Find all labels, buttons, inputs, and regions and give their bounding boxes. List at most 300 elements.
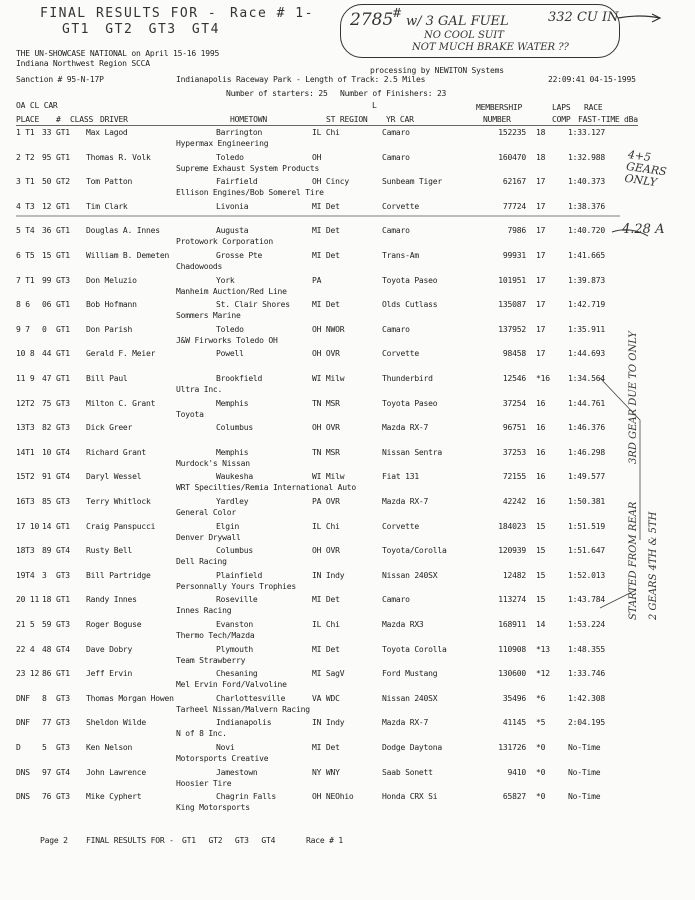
vehicle-cell: Ford Mustang <box>382 669 438 679</box>
place-cell: 6 T5 <box>16 251 35 260</box>
laps-cell: *16 <box>536 374 550 383</box>
region-cell: MI Det <box>312 300 340 310</box>
hometown-cell: Plainfield <box>216 570 263 580</box>
car-number-cell: 06 <box>42 300 52 310</box>
vehicle-cell: Mazda RX-7 <box>382 718 429 728</box>
region-cell: NY WNY <box>312 767 340 777</box>
table-row <box>16 423 636 434</box>
table-row <box>16 718 636 729</box>
vehicle-cell: Camaro <box>382 324 410 334</box>
fast-time-cell: 1:44.761 <box>568 398 605 408</box>
car-number-cell: 75 <box>42 398 52 408</box>
laps-cell: *12 <box>536 669 550 679</box>
place-cell: D <box>16 743 21 752</box>
class-cell: GT1 <box>56 226 70 236</box>
class-cell: GT1 <box>56 201 70 211</box>
hometown-cell: Fairfield <box>216 177 258 187</box>
sponsor-line: Personnally Yours Trophies <box>176 581 297 591</box>
membership-cell: 120939 <box>498 546 526 556</box>
table-row <box>16 669 636 680</box>
hometown-cell: Toledo <box>216 152 244 162</box>
fast-time-cell: 1:52.013 <box>568 570 605 580</box>
col-oa-cl-car: OA CL CAR <box>16 101 58 110</box>
car-number-cell: 44 <box>42 349 52 359</box>
fast-time-cell: 1:42.719 <box>568 300 605 310</box>
car-number-cell: 59 <box>42 620 52 629</box>
col-number: NUMBER <box>483 115 511 124</box>
car-number-cell: 89 <box>42 546 52 556</box>
membership-cell: 37254 <box>502 398 526 408</box>
laps-cell: 17 <box>536 226 546 236</box>
fast-time-cell: 1:53.224 <box>568 620 605 629</box>
laps-cell: 17 <box>536 177 546 187</box>
car-number-cell: 82 <box>42 423 52 433</box>
region-name: Indiana Northwest Region SCCA <box>16 59 150 68</box>
class-cell: GT1 <box>56 521 70 531</box>
membership-cell: 62167 <box>502 177 526 187</box>
hometown-cell: Roseville <box>216 595 258 605</box>
handwritten-side-note-3: 2 GEARS 4TH & 5TH <box>648 511 659 620</box>
region-cell: MI Det <box>312 251 340 260</box>
handwritten-fuel: w/ 3 GAL FUEL <box>406 14 509 29</box>
table-row <box>16 325 636 336</box>
table-row <box>16 177 636 188</box>
class-cell: GT1 <box>56 300 70 310</box>
car-number-cell: 33 <box>42 128 52 137</box>
hometown-cell: Indianapolis <box>216 718 272 728</box>
laps-cell: 18 <box>536 128 546 137</box>
sponsor-line: Chadowoods <box>176 262 223 271</box>
region-cell: OH OVR <box>312 423 340 433</box>
sponsor-line: Ellison Engines/Bob Somerel Tire <box>176 188 324 198</box>
hometown-cell: Charlottesville <box>216 693 286 703</box>
place-cell: DNS <box>16 767 30 777</box>
col-yr-car: YR CAR <box>386 115 414 124</box>
region-cell: MI Det <box>312 644 340 654</box>
membership-cell: 72155 <box>502 472 526 482</box>
class-cell: GT3 <box>56 718 70 728</box>
place-cell: 20 11 <box>16 595 40 605</box>
sponsor-line: General Color <box>176 508 237 517</box>
class-cell: GT1 <box>56 595 70 605</box>
hometown-cell: Jamestown <box>216 767 258 777</box>
car-number-cell: 76 <box>42 792 52 802</box>
hometown-cell: Brookfield <box>216 374 263 383</box>
vehicle-cell: Trans-Am <box>382 251 419 260</box>
hometown-cell: Powell <box>216 349 244 359</box>
laps-cell: 16 <box>536 398 546 408</box>
region-cell: VA WDC <box>312 693 340 703</box>
vehicle-cell: Fiat 131 <box>382 472 419 482</box>
membership-cell: 42242 <box>502 497 526 506</box>
driver-cell: Thomas Morgan Howen <box>86 693 174 703</box>
place-cell: 17 10 <box>16 521 40 531</box>
vehicle-cell: Corvette <box>382 201 419 211</box>
hometown-cell: Livonia <box>216 201 249 211</box>
place-cell: 7 T1 <box>16 275 35 285</box>
class-cell: GT3 <box>56 693 70 703</box>
col-class: CLASS <box>70 115 94 124</box>
class-cell: GT4 <box>56 767 70 777</box>
region-cell: IN Indy <box>312 718 345 728</box>
laps-cell: 16 <box>536 423 546 433</box>
class-cell: GT3 <box>56 497 70 506</box>
class-cell: GT1 <box>56 251 70 260</box>
handwritten-weight: 2785 <box>350 10 394 30</box>
col-st-region: ST REGION <box>326 115 368 124</box>
sponsor-line: Innes Racing <box>176 606 232 616</box>
driver-cell: Tim Clark <box>86 201 128 211</box>
car-number-cell: 12 <box>42 201 52 211</box>
col-membership: MEMBERSHIP <box>476 103 523 112</box>
region-cell: OH OVR <box>312 546 340 556</box>
sponsor-line: J&W Firworks Toledo OH <box>176 335 278 345</box>
region-cell: IL Chi <box>312 128 340 137</box>
region-cell: IL Chi <box>312 521 340 531</box>
membership-cell: 37253 <box>502 447 526 457</box>
vehicle-cell: Dodge Daytona <box>382 743 443 752</box>
sponsor-line: Hypermax Engineering <box>176 139 269 148</box>
fast-time-cell: 1:41.665 <box>568 251 605 260</box>
driver-cell: Mike Cyphert <box>86 792 142 802</box>
car-number-cell: 50 <box>42 177 52 187</box>
sanction-number: Sanction # 95-N-17P <box>16 75 104 84</box>
vehicle-cell: Toyota Paseo <box>382 275 438 285</box>
driver-cell: Daryl Wessel <box>86 472 142 482</box>
hometown-cell: Chesaning <box>216 669 258 679</box>
car-number-cell: 85 <box>42 497 52 506</box>
car-number-cell: 91 <box>42 472 52 482</box>
membership-cell: 12482 <box>502 570 526 580</box>
laps-cell: 16 <box>536 447 546 457</box>
class-cell: GT3 <box>56 792 70 802</box>
sponsor-line: Motorsports Creative <box>176 754 269 763</box>
sponsor-line: Team Strawberry <box>176 655 246 665</box>
laps-cell: *13 <box>536 644 550 654</box>
driver-cell: Tom Patton <box>86 177 133 187</box>
track-info: Indianapolis Raceway Park - Length of Track: 2.5 Miles <box>176 75 426 84</box>
region-cell: PA <box>312 275 322 285</box>
race-number: Race # 1- <box>230 6 314 21</box>
car-number-cell: 10 <box>42 447 52 457</box>
membership-cell: 137952 <box>498 324 526 334</box>
fast-time-cell: 1:40.373 <box>568 177 605 187</box>
col-l: L <box>372 101 377 110</box>
membership-cell: 99931 <box>502 251 526 260</box>
laps-cell: 16 <box>536 472 546 482</box>
car-number-cell: 15 <box>42 251 52 260</box>
hometown-cell: Grosse Pte <box>216 251 263 260</box>
report-timestamp: 22:09:41 04-15-1995 <box>548 75 636 84</box>
table-row <box>16 645 636 656</box>
sponsor-line: Denver Drywall <box>176 532 241 542</box>
region-cell: MI SagV <box>312 669 345 679</box>
table-row <box>16 792 636 803</box>
sponsor-line: King Motorsports <box>176 803 250 813</box>
vehicle-cell: Mazda RX-7 <box>382 423 429 433</box>
col-laps: LAPS <box>552 103 571 112</box>
driver-cell: Don Meluzio <box>86 275 137 285</box>
hometown-cell: Barrington <box>216 128 263 137</box>
region-cell: IL Chi <box>312 620 340 629</box>
fast-time-cell: 1:51.647 <box>568 546 605 556</box>
place-cell: 16T3 <box>16 497 35 506</box>
sponsor-line: Supreme Exhaust System Products <box>176 163 320 173</box>
hometown-cell: Toledo <box>216 324 244 334</box>
table-row <box>16 226 636 237</box>
table-row <box>16 743 636 754</box>
vehicle-cell: Toyota/Corolla <box>382 546 447 556</box>
handwritten-brake: NOT MUCH BRAKE WATER ?? <box>412 42 569 53</box>
hometown-cell: Plymouth <box>216 644 253 654</box>
event-name: THE UN-SHOWCASE NATIONAL on April 15-16 1995 <box>16 49 220 58</box>
vehicle-cell: Camaro <box>382 128 410 137</box>
place-cell: 12T2 <box>16 398 35 408</box>
starters-count: Number of starters: 25 <box>226 89 328 98</box>
col-dba: dBa <box>624 115 638 124</box>
class-cell: GT2 <box>56 177 70 187</box>
vehicle-cell: Corvette <box>382 349 419 359</box>
sponsor-line: Protowork Corporation <box>176 237 273 247</box>
sponsor-line: Mel Ervin Ford/Valvoline <box>176 680 287 690</box>
fast-time-cell: 1:49.577 <box>568 472 605 482</box>
region-cell: OH NWOR <box>312 324 345 334</box>
car-number-cell: 86 <box>42 669 52 679</box>
vehicle-cell: Camaro <box>382 226 410 236</box>
vehicle-cell: Toyota Corolla <box>382 644 447 654</box>
class-cell: GT3 <box>56 275 70 285</box>
driver-cell: Bob Hofmann <box>86 300 137 310</box>
fast-time-cell: 1:51.519 <box>568 521 605 531</box>
membership-cell: 96751 <box>502 423 526 433</box>
membership-cell: 131726 <box>498 743 526 752</box>
table-row <box>16 448 636 459</box>
table-row <box>16 546 636 557</box>
place-cell: 5 T4 <box>16 226 35 236</box>
sponsor-line: Sommers Marine <box>176 311 241 321</box>
hometown-cell: Evanston <box>216 620 253 629</box>
region-cell: MI Det <box>312 201 340 211</box>
finishers-count: Number of Finishers: 23 <box>340 89 447 98</box>
col-race: RACE <box>584 103 603 112</box>
fast-time-cell: 1:42.308 <box>568 693 605 703</box>
membership-cell: 160470 <box>498 152 526 162</box>
fast-time-cell: 1:48.355 <box>568 644 605 654</box>
hometown-cell: St. Clair Shores <box>216 300 290 310</box>
laps-cell: 18 <box>536 152 546 162</box>
vehicle-cell: Nissan 240SX <box>382 693 438 703</box>
table-row <box>16 595 636 606</box>
laps-cell: *0 <box>536 792 546 802</box>
place-cell: 19T4 <box>16 570 35 580</box>
laps-cell: 17 <box>536 251 546 260</box>
driver-cell: Bill Paul <box>86 374 128 383</box>
laps-cell: 15 <box>536 595 546 605</box>
driver-cell: William B. Demeten <box>86 251 170 260</box>
membership-cell: 41145 <box>502 718 526 728</box>
laps-cell: *6 <box>536 693 546 703</box>
car-number-cell: 3 <box>42 570 47 580</box>
fast-time-cell: 1:46.376 <box>568 423 605 433</box>
membership-cell: 9410 <box>507 767 526 777</box>
class-list: GT1 GT2 GT3 GT4 <box>62 22 220 37</box>
class-cell: GT1 <box>56 349 70 359</box>
class-cell: GT3 <box>56 423 70 433</box>
fast-time-cell: No-Time <box>568 792 601 802</box>
car-number-cell: 18 <box>42 595 52 605</box>
driver-cell: Dick Greer <box>86 423 133 433</box>
sponsor-line: Ultra Inc. <box>176 385 223 394</box>
arrow-head <box>652 14 660 22</box>
handwritten-gears-note: 4+5 GEARS ONLY <box>623 147 668 190</box>
fast-time-cell: 1:35.911 <box>568 324 605 334</box>
driver-cell: Max Lagod <box>86 128 128 137</box>
fast-time-cell: No-Time <box>568 743 601 752</box>
fast-time-cell: 1:50.381 <box>568 497 605 506</box>
laps-cell: 14 <box>536 620 546 629</box>
fast-time-cell: 1:32.988 <box>568 152 605 162</box>
place-cell: 13T3 <box>16 423 35 433</box>
vehicle-cell: Thunderbird <box>382 374 433 383</box>
fast-time-cell: 1:33.746 <box>568 669 605 679</box>
membership-cell: 98458 <box>502 349 526 359</box>
region-cell: MI Det <box>312 226 340 236</box>
laps-cell: 17 <box>536 275 546 285</box>
vehicle-cell: Toyota Paseo <box>382 398 438 408</box>
fast-time-cell: 1:33.127 <box>568 128 605 137</box>
driver-cell: Gerald F. Meier <box>86 349 156 359</box>
footer-title: FINAL RESULTS FOR - <box>86 836 174 845</box>
fast-time-cell: 1:39.873 <box>568 275 605 285</box>
vehicle-cell: Nissan Sentra <box>382 447 443 457</box>
place-cell: 3 T1 <box>16 177 35 187</box>
region-cell: TN MSR <box>312 447 340 457</box>
driver-cell: Richard Grant <box>86 447 147 457</box>
table-row <box>16 251 636 262</box>
place-cell: 4 T3 <box>16 201 35 211</box>
hometown-cell: Augusta <box>216 226 249 236</box>
laps-cell: 15 <box>536 570 546 580</box>
membership-cell: 110908 <box>498 644 526 654</box>
driver-cell: John Lawrence <box>86 767 147 777</box>
driver-cell: Roger Boguse <box>86 620 142 629</box>
vehicle-cell: Mazda RX-7 <box>382 497 429 506</box>
hometown-cell: Elgin <box>216 521 240 531</box>
hometown-cell: Novi <box>216 743 235 752</box>
table-row <box>16 522 636 533</box>
place-cell: 15T2 <box>16 472 35 482</box>
handwritten-weight-unit: # <box>392 6 403 20</box>
membership-cell: 101951 <box>498 275 526 285</box>
footer-classes: GT1 GT2 GT3 GT4 <box>182 836 276 845</box>
col-comp: COMP <box>552 115 571 124</box>
sponsor-line: Hoosier Tire <box>176 778 232 788</box>
place-cell: 8 6 <box>16 300 30 310</box>
table-row <box>16 768 636 779</box>
membership-cell: 135087 <box>498 300 526 310</box>
car-number-cell: 99 <box>42 275 52 285</box>
car-number-cell: 14 <box>42 521 52 531</box>
place-cell: 23 12 <box>16 669 40 679</box>
laps-cell: 17 <box>536 324 546 334</box>
driver-cell: Milton C. Grant <box>86 398 156 408</box>
driver-cell: Rusty Bell <box>86 546 133 556</box>
vehicle-cell: Sunbeam Tiger <box>382 177 443 187</box>
driver-cell: Douglas A. Innes <box>86 226 160 236</box>
laps-cell: *0 <box>536 767 546 777</box>
table-row <box>16 571 636 582</box>
table-row <box>16 472 636 483</box>
sponsor-line: Manheim Auction/Red Line <box>176 286 287 296</box>
region-cell: WI Milw <box>312 374 345 383</box>
vehicle-cell: Corvette <box>382 521 419 531</box>
col-driver: DRIVER <box>100 115 128 124</box>
driver-cell: Terry Whitlock <box>86 497 151 506</box>
table-row <box>16 276 636 287</box>
car-number-cell: 95 <box>42 152 52 162</box>
place-cell: 11 9 <box>16 374 35 383</box>
hometown-cell: Columbus <box>216 546 253 556</box>
class-cell: GT3 <box>56 398 70 408</box>
results-title: FINAL RESULTS FOR - <box>40 6 218 21</box>
hometown-cell: Waukesha <box>216 472 253 482</box>
table-row <box>16 300 636 311</box>
place-cell: 22 4 <box>16 644 35 654</box>
region-cell: WI Milw <box>312 472 345 482</box>
driver-cell: Jeff Ervin <box>86 669 133 679</box>
vehicle-cell: Honda CRX Si <box>382 792 438 802</box>
header-rule <box>16 125 638 126</box>
fast-time-cell: 2:04.195 <box>568 718 605 728</box>
class-cell: GT1 <box>56 324 70 334</box>
membership-cell: 168911 <box>498 620 526 629</box>
class-cell: GT1 <box>56 669 70 679</box>
place-cell: 21 5 <box>16 620 35 629</box>
place-cell: 2 T2 <box>16 152 35 162</box>
class-cell: GT4 <box>56 447 70 457</box>
class-cell: GT1 <box>56 374 70 383</box>
region-cell: TN MSR <box>312 398 340 408</box>
sponsor-line: WRT Specilties/Remia International Auto <box>176 483 357 493</box>
col-num: # <box>56 115 61 124</box>
sponsor-line: Thermo Tech/Mazda <box>176 631 255 640</box>
car-number-cell: 5 <box>42 743 47 752</box>
col-place: PLACE <box>16 115 40 124</box>
place-cell: DNF <box>16 693 30 703</box>
fast-time-cell: 1:43.784 <box>568 595 605 605</box>
hometown-cell: Yardley <box>216 497 249 506</box>
place-cell: 1 T1 <box>16 128 35 137</box>
handwritten-ratio-note: 4.28 A <box>622 222 665 237</box>
sponsor-line: Dell Racing <box>176 557 227 567</box>
driver-cell: Sheldon Wilde <box>86 718 147 728</box>
driver-cell: Randy Innes <box>86 595 137 605</box>
region-cell: MI Det <box>312 595 340 605</box>
class-cell: GT3 <box>56 620 70 629</box>
driver-cell: Thomas R. Volk <box>86 152 151 162</box>
place-cell: 14T1 <box>16 447 35 457</box>
class-cell: GT1 <box>56 152 70 162</box>
laps-cell: 15 <box>536 521 546 531</box>
membership-cell: 184023 <box>498 521 526 531</box>
driver-cell: Dave Dobry <box>86 644 133 654</box>
col-hometown: HOMETOWN <box>230 115 267 124</box>
hometown-cell: Memphis <box>216 447 249 457</box>
membership-cell: 65827 <box>502 792 526 802</box>
region-cell: OH NEOhio <box>312 792 354 802</box>
driver-cell: Ken Nelson <box>86 743 133 752</box>
table-row <box>16 153 636 164</box>
